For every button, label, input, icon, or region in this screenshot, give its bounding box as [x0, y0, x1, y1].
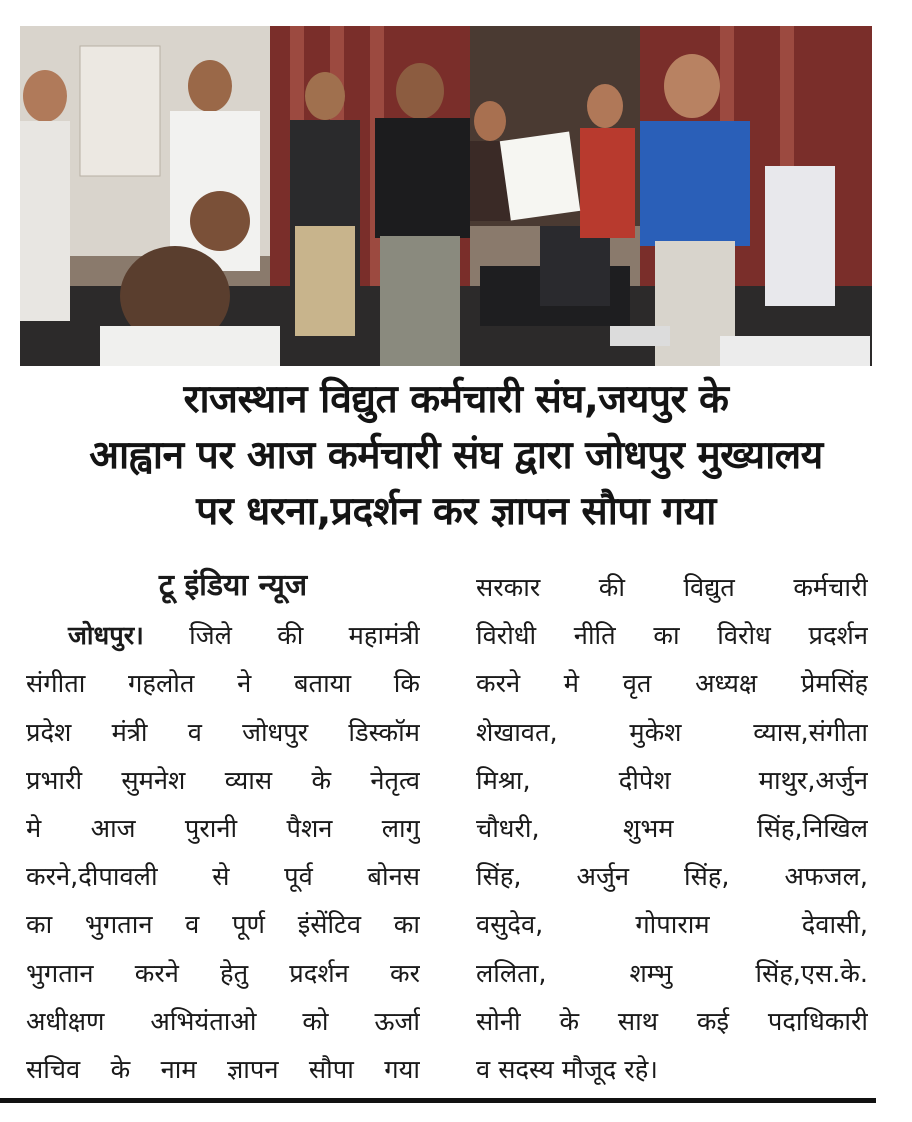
previous-article-clipped-text: [0, 0, 912, 14]
article-line: संगीता गहलोत ने बताया कि: [26, 669, 420, 700]
article-line: मिश्रा, दीपेश माथुर,अर्जुन: [476, 765, 868, 796]
article-line: सचिव के नाम ज्ञापन सौपा गया: [26, 1054, 420, 1085]
dateline: जोधपुर।: [68, 621, 144, 652]
article-line: भुगतान करने हेतु प्रदर्शन कर: [26, 958, 420, 989]
article-line: करने मे वृत अध्यक्ष प्रेमसिंह: [476, 669, 868, 700]
article-line: प्रदेश मंत्री व जोधपुर डिस्कॉम: [26, 717, 420, 748]
article-line: अधीक्षण अभियंताओ को ऊर्जा: [26, 1006, 420, 1037]
article-line: सरकार की विद्युत कर्मचारी: [476, 573, 868, 603]
article-line: प्रभारी सुमनेश व्यास के नेतृत्व: [26, 765, 420, 796]
article-line: व सदस्य मौजूद रहे।: [476, 1054, 658, 1085]
article-line: विरोधी नीति का विरोध प्रदर्शन: [476, 621, 868, 652]
headline-line: पर धरना,प्रदर्शन कर ज्ञापन सौपा गया: [196, 489, 716, 534]
byline: टू इंडिया न्यूज: [158, 568, 308, 603]
article-line: चौधरी, शुभम सिंह,निखिल: [476, 813, 868, 844]
article-line: का भुगतान व पूर्ण इंसेंटिव का: [26, 910, 420, 941]
article-line: [26, 612, 420, 660]
article-line: सिंह, अर्जुन सिंह, अफजल,: [476, 862, 868, 893]
headline-line: आह्वान पर आज कर्मचारी संघ द्वारा जोधपुर मुख्यालय: [89, 433, 823, 478]
article-line: मे आज पुरानी पैशन लागु: [26, 813, 420, 844]
bottom-rule: [0, 1098, 876, 1103]
article-line-text: जिले की महामंत्री: [189, 621, 420, 652]
article-line: ललिता, शम्भु सिंह,एस.के.: [476, 958, 868, 989]
article-line: शेखावत, मुकेश व्यास,संगीता: [476, 717, 868, 748]
article-line: करने,दीपावली से पूर्व बोनस: [26, 862, 420, 893]
headline-line: राजस्थान विद्युत कर्मचारी संघ,जयपुर के: [183, 377, 729, 422]
article-line: वसुदेव, गोपाराम देवासी,: [476, 910, 868, 941]
headline: [18, 372, 894, 540]
article-line: सोनी के साथ कई पदाधिकारी: [476, 1006, 868, 1037]
article-column-left: [26, 564, 420, 1094]
article-column-right: [476, 564, 868, 1094]
news-photo: [20, 26, 872, 366]
